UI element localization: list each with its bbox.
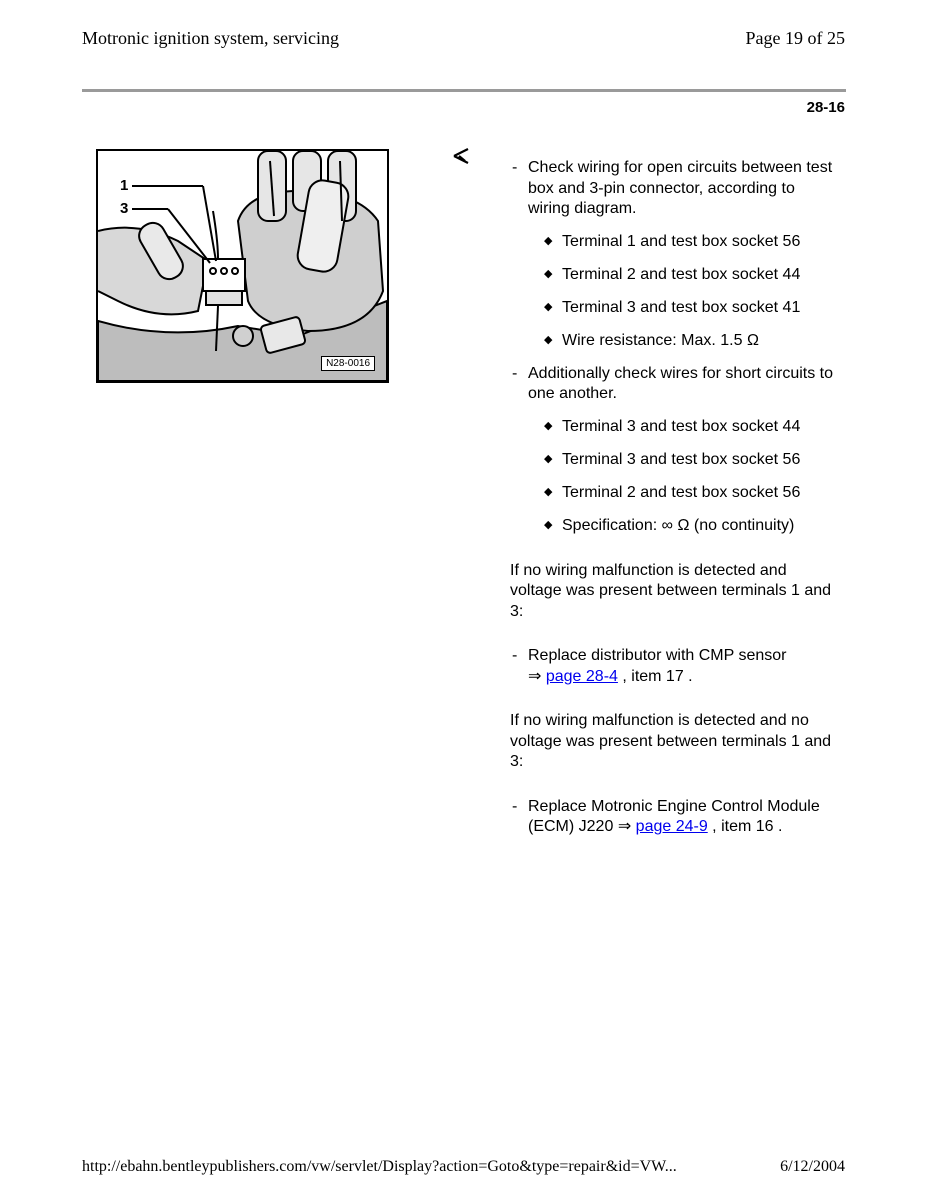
list-item: ◆ Terminal 3 and test box socket 44	[544, 418, 801, 435]
diamond-bullet-icon: ◆	[544, 268, 553, 280]
diamond-bullet-icon: ◆	[544, 519, 553, 531]
instructions	[510, 158, 840, 838]
list-item: ◆ Terminal 2 and test box socket 44	[544, 266, 801, 283]
link-page-24-9[interactable]: page 24-9	[635, 818, 708, 835]
step-check-short-circuits	[510, 364, 840, 405]
list-item: ◆ Terminal 2 and test box socket 56	[544, 484, 801, 501]
figure-id: N28-0016	[321, 356, 375, 371]
step-text: Replace distributor with CMP sensor	[528, 647, 787, 664]
list-item: ◆ Specification: ∞ Ω (no continuity)	[544, 517, 795, 534]
list-item: ◆ Wire resistance: Max. 1.5 Ω	[544, 332, 759, 349]
condition-paragraph-voltage: If no wiring malfunction is detected and voltage was present between terminals 1 and 3:	[510, 561, 832, 620]
page-indicator: Page 19 of 25	[745, 28, 845, 48]
distributor-drawing	[98, 151, 387, 381]
condition-paragraph-no-voltage: If no wiring malfunction is detected and no voltage was present between terminals 1 and 3:	[510, 712, 832, 770]
step-replace-distributor: - Replace distributor with CMP sensor ⇒ page 28-4 , item 17 .	[512, 647, 787, 685]
step-dash: -	[512, 647, 518, 664]
step-dash: -	[512, 797, 518, 815]
diamond-bullet-icon: ◆	[544, 453, 553, 465]
footer-url: http://ebahn.bentleypublishers.com/vw/servlet/Display?action=Goto&type=repair&id=VW...	[82, 1158, 677, 1175]
document-title: Motronic ignition system, servicing	[82, 28, 339, 48]
diamond-bullet-icon: ◆	[544, 235, 553, 247]
diamond-bullet-icon: ◆	[544, 420, 553, 432]
figure-pointer-icon	[452, 147, 472, 165]
diamond-bullet-icon: ◆	[544, 301, 553, 313]
step-dash: -	[512, 364, 518, 382]
diamond-bullet-icon: ◆	[544, 486, 553, 498]
step-check-open-circuits	[510, 158, 840, 220]
step-text: Additionally check wires for short circuits to one another.	[528, 364, 833, 402]
step-replace-ecm: - Replace Motronic Engine Control Module (ECM) J220 ⇒ page 24-9 , item 16 .	[512, 797, 820, 835]
arrow-icon: ⇒	[528, 667, 542, 685]
list-item: ◆ Terminal 3 and test box socket 41	[544, 299, 801, 316]
list-item: ◆ Terminal 1 and test box socket 56	[544, 233, 801, 250]
step-text: Replace Motronic Engine Control Module (ECM) J220	[528, 797, 820, 835]
diamond-bullet-icon: ◆	[544, 334, 553, 346]
arrow-icon: ⇒	[617, 818, 632, 835]
distributor-illustration	[96, 149, 389, 383]
step-dash: -	[512, 159, 518, 176]
header-divider	[82, 89, 846, 92]
callout-1: 1	[120, 177, 129, 194]
callout-3: 3	[120, 200, 129, 217]
section-number: 28-16	[806, 99, 845, 116]
step-text: Check wiring for open circuits between test box and 3-pin connector, according to wiring diagram.	[528, 159, 833, 217]
link-page-28-4[interactable]: page 28-4	[545, 667, 618, 685]
footer-date: 6/12/2004	[780, 1158, 845, 1175]
list-item: ◆ Terminal 3 and test box socket 56	[544, 451, 801, 468]
